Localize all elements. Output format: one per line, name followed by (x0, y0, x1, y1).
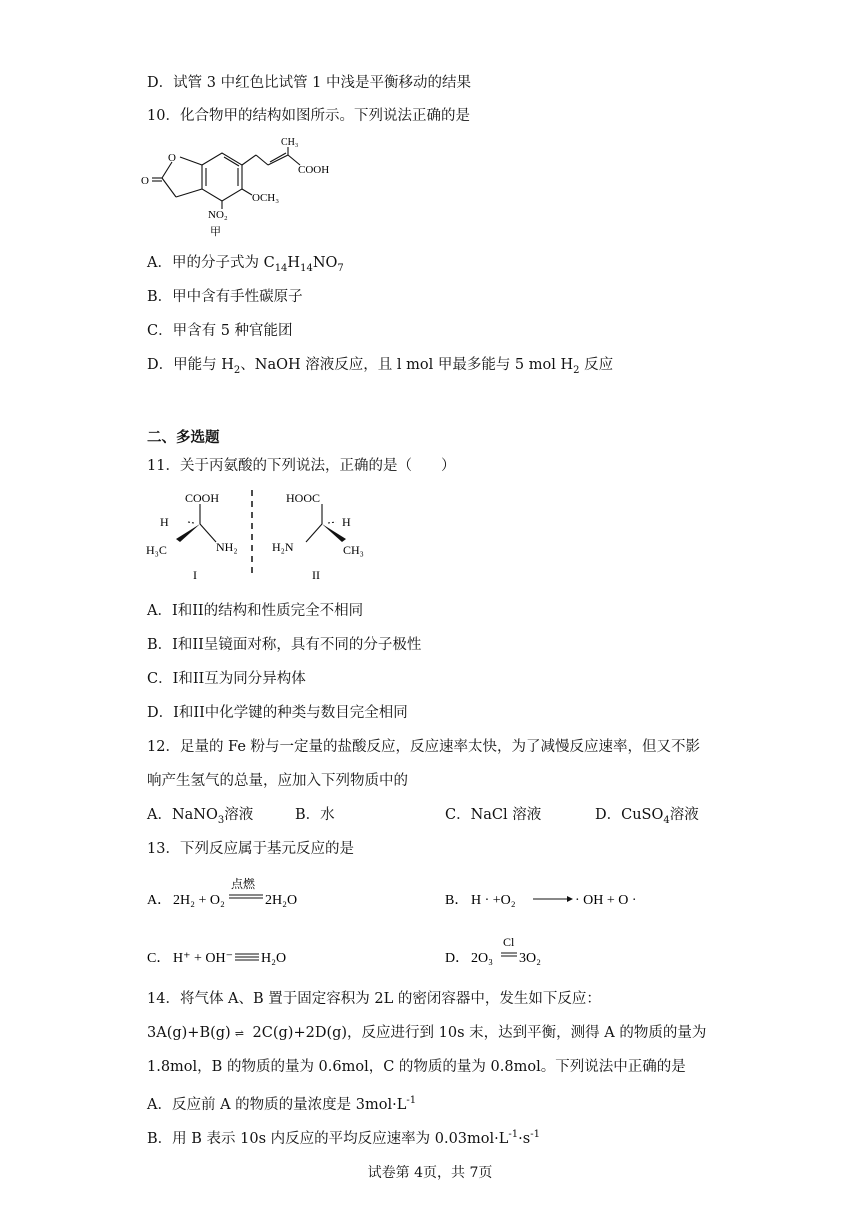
q11-alanine-diagram (140, 484, 380, 584)
q11-option-a: A．I和II的结构和性质完全不相同 (147, 603, 364, 619)
svg-text:· OH + O ·: · OH + O · (575, 893, 637, 908)
q11-option-b: B．I和II呈镜面对称，具有不同的分子极性 (147, 637, 422, 653)
q14-option-a: A．反应前 A 的物质的量浓度是 $3mol\cdot L^{-1}$ (147, 1095, 417, 1113)
q10-och3: OCH₃ (252, 192, 280, 204)
q13-d-condition: Cl (503, 935, 515, 949)
q9-option-d: D．试管 3 中红色比试管 1 中浅是平衡移动的结果 (147, 75, 472, 91)
svg-text:H⁺ + OH⁻: H⁺ + OH⁻ (173, 951, 234, 966)
q10-ch3: CH₃ (281, 137, 299, 148)
q10-structure-diagram (140, 135, 350, 240)
q12-option-a: A．NaNO$_3$溶液 (147, 807, 254, 826)
svg-text:A．: A． (147, 893, 172, 908)
q13-option-c (145, 930, 345, 970)
q12-option-c: C．NaCl 溶液 (445, 807, 542, 823)
q10-ring-oxygen: O (168, 152, 176, 164)
svg-text:2O₃: 2O₃ (471, 951, 493, 966)
q11-ii-ch3: CH₃ (343, 543, 364, 557)
q10-option-b: B．甲中含有手性碳原子 (147, 289, 303, 305)
q14-stem: 14．将气体 A、B 置于固定容积为 2L 的密闭容器中，发生如下反应： (147, 991, 601, 1007)
q11-ii-h: H (342, 515, 351, 529)
q11-i-label: I (193, 568, 197, 582)
reversible-arrow-icon: ⇌ (234, 1027, 244, 1040)
q11-i-h: H (160, 515, 169, 529)
q10-option-a: A．甲的分子式为 $C_{14}H_{14}NO_7$ (147, 255, 344, 274)
q12-stem-line1: 12．足量的 Fe 粉与一定量的盐酸反应，反应速率太快，为了减慢反应速率，但又不影 (147, 739, 701, 755)
page-footer: 试卷第 4页，共 7页 (367, 1165, 493, 1181)
q11-option-c: C．I和II互为同分异构体 (147, 671, 306, 687)
q12-option-b: B．水 (295, 807, 335, 823)
q14-option-b: B．用 B 表示 10s 内反应的平均反应速率为 $0.03mol\cdot L^{-1}\cdot s^{-1}$ (147, 1129, 540, 1147)
q14-stem-line3: 1.8mol，B 的物质的量为 0.6mol，C 的物质的量为 0.8mol。下列说法中正确的是 (147, 1059, 686, 1075)
section-title-multiple-choice: 二、多选题 (147, 430, 220, 446)
svg-text:B．: B． (445, 893, 469, 908)
svg-text:2H₂O: 2H₂O (265, 893, 298, 908)
svg-text:C．: C． (147, 951, 171, 966)
q11-i-nh2: NH₂ (216, 540, 238, 554)
q14-reaction-line: 3A(g)+B(g) ⇌ 2C(g)+2D(g)，反应进行到 10s 末，达到平衡，测得 A 的物质的量为 (147, 1025, 707, 1041)
q10-cooh: COOH (298, 164, 330, 176)
q13-option-b (445, 872, 645, 912)
q12-stem-line2: 响产生氢气的总量，应加入下列物质中的 (147, 773, 408, 789)
q13-option-a (145, 872, 345, 912)
q13-option-d (445, 930, 645, 970)
svg-text:H₂O: H₂O (261, 951, 287, 966)
svg-text:2H₂ + O₂: 2H₂ + O₂ (173, 893, 225, 908)
q10-stem: 10．化合物甲的结构如图所示。下列说法正确的是 (147, 108, 470, 124)
svg-text:H · +O₂: H · +O₂ (471, 893, 516, 908)
q13-a-condition: 点燃 (231, 877, 256, 891)
q11-ii-label: II (312, 568, 320, 582)
q11-option-d: D．I和II中化学键的种类与数目完全相同 (147, 705, 408, 721)
q11-stem: 11．关于丙氨酸的下列说法，正确的是（ ） (147, 458, 456, 474)
svg-text:D．: D． (445, 951, 470, 966)
q10-option-c: C．甲含有 5 种官能团 (147, 323, 293, 339)
q10-carbonyl-oxygen: O (141, 175, 149, 187)
q11-i-ch3: H₃C (146, 543, 167, 557)
q11-i-wedge-bond (176, 524, 200, 542)
svg-text:3O₂: 3O₂ (519, 951, 541, 966)
q11-ii-hooc: HOOC (286, 491, 321, 505)
q10-option-d: D．甲能与 $H_2$、NaOH 溶液反应，且 l mol 甲最多能与 5 mol $H_2$ 反应 (147, 357, 614, 376)
q11-ii-h2n: H₂N (272, 540, 294, 554)
q10-no2: NO₂ (208, 209, 228, 221)
q10-compound-name: 甲 (210, 226, 221, 238)
q13-stem: 13．下列反应属于基元反应的是 (147, 841, 354, 857)
q12-option-d: D．CuSO$_4$溶液 (595, 807, 699, 826)
q11-i-cooh: COOH (185, 491, 220, 505)
